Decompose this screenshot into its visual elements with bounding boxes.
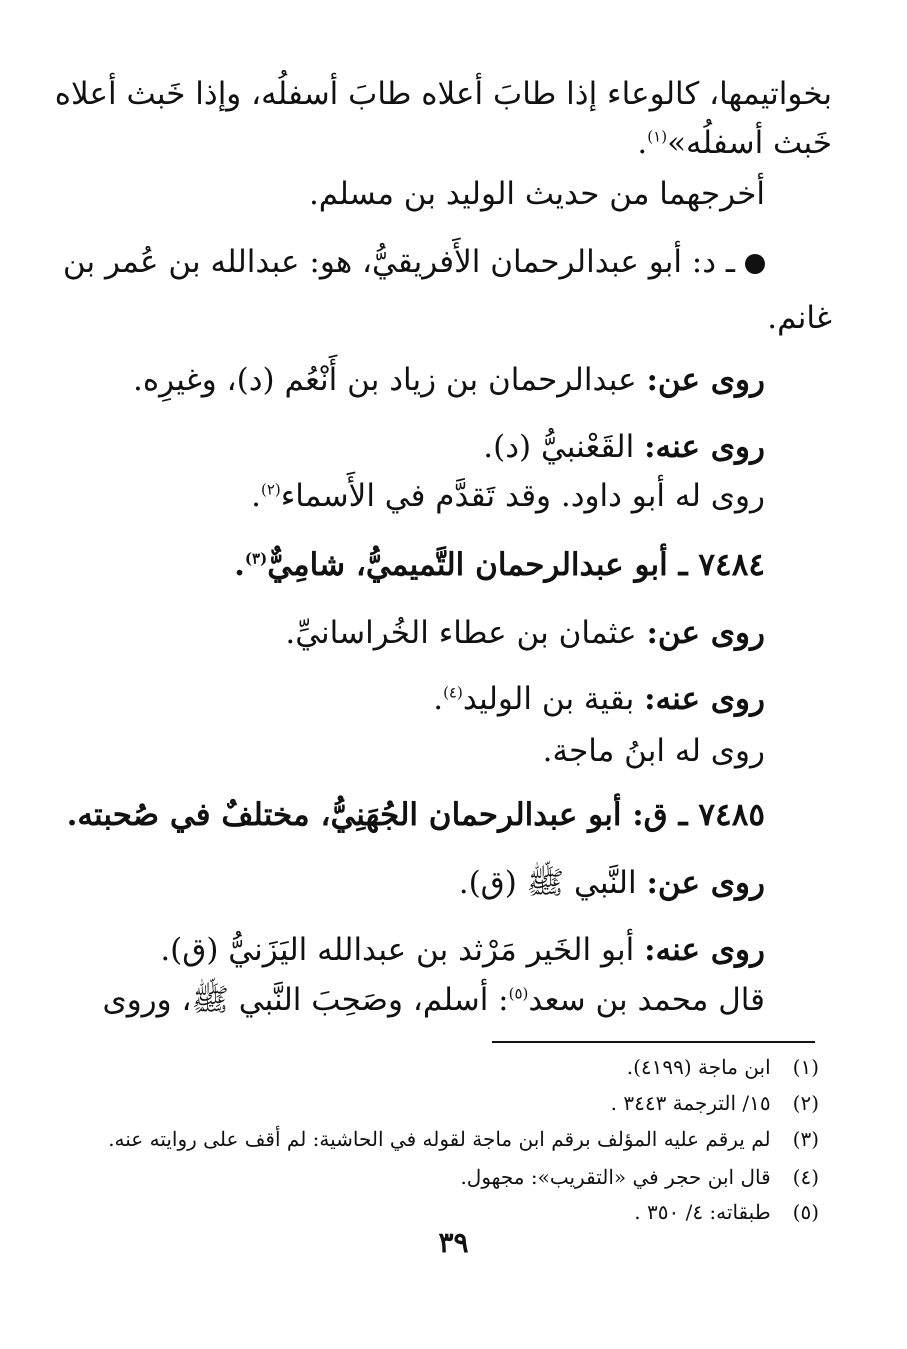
body-text: روى له أبو داود. وقد تَقدَّم في الأَسماء (280, 478, 765, 514)
body-line (483, 425, 765, 469)
entry-heading (234, 543, 765, 587)
body-text: خَبث أسفلُه» (667, 125, 832, 161)
body-line: غانم. (767, 300, 832, 336)
footnote-number: (٤) (792, 1165, 819, 1189)
entry-line (62, 240, 765, 284)
body-text: النَّبي ﷺ (ق). (458, 865, 637, 901)
body-text: بقية بن الوليد (462, 681, 635, 717)
narrated-by-label: روى عنه: (644, 681, 765, 717)
footnote-text: ابن ماجة (٤١٩٩). (626, 1055, 771, 1079)
footnote-text: ١٥/ الترجمة ٣٤٤٣ . (610, 1091, 771, 1115)
narrated-from-label: روى عن: (646, 362, 765, 398)
footnote (90, 1052, 819, 1082)
footnote-ref: (٥) (508, 984, 529, 1003)
body-text: أبو الخَير مَرْثد بن عبدالله اليَزَنيُّ (ق). (160, 932, 635, 968)
footnote-number: (١) (792, 1055, 819, 1079)
footnote-number: (٣) (792, 1127, 819, 1151)
footnote-ref: (٤) (443, 683, 463, 702)
body-line: أخرجهما من حديث الوليد بن مسلم. (308, 176, 765, 212)
footnote (90, 1124, 819, 1154)
body-line (433, 677, 765, 721)
bullet-icon (745, 254, 765, 274)
body-text: . (433, 681, 444, 717)
footnote-number: (٥) (792, 1200, 819, 1224)
footnote-number: (٢) (792, 1091, 819, 1115)
footnote (90, 1197, 819, 1227)
footnote (90, 1162, 819, 1192)
narrated-by-label: روى عنه: (644, 932, 765, 968)
entry-heading: ٧٤٨٥ ـ ق: أبو عبدالرحمان الجُهَنِيُّ، مختلفٌ في صُحبته. (66, 797, 765, 833)
footnote-text: قال ابن حجر في «التقريب»: مجهول. (460, 1165, 771, 1189)
body-line (133, 358, 765, 402)
footnote (90, 1088, 819, 1118)
footnote-ref: (٣) (244, 549, 268, 568)
body-text: : أسلم، وصَحِبَ النَّبي ﷺ، وروى (102, 982, 509, 1018)
page-number: ٣٩ (438, 1226, 469, 1259)
body-text: . (251, 478, 261, 514)
body-line: روى له ابنُ ماجة. (542, 733, 765, 769)
body-text: عبدالرحمان بن زياد بن أَنْعُم (د)، وغيرِه. (133, 362, 637, 398)
footnote-ref: (٢) (260, 480, 281, 499)
body-text: القَعْنبيُّ (د). (483, 429, 635, 465)
body-line (102, 978, 765, 1022)
footnote-divider (492, 1041, 815, 1043)
body-line (285, 611, 765, 655)
body-text: قال محمد بن سعد (528, 982, 765, 1018)
entry-heading-text: ٧٤٨٤ ـ أبو عبدالرحمان التَّميميُّ، شامِيٌّ (267, 547, 765, 583)
body-line (160, 928, 765, 972)
body-line (459, 861, 765, 905)
narrated-by-label: روى عنه: (644, 429, 765, 465)
body-text: عثمان بن عطاء الخُراسانيِّ. (285, 615, 637, 651)
narrated-from-label: روى عن: (646, 865, 765, 901)
narrated-from-label: روى عن: (646, 615, 765, 651)
body-text: . (234, 547, 245, 583)
body-text: . (637, 125, 648, 161)
footnote-ref: (١) (647, 127, 668, 146)
body-line (637, 121, 832, 165)
footnote-text: طبقاته: ٤/ ٣٥٠ . (634, 1200, 771, 1224)
body-line: بخواتيمها، كالوعاء إذا طابَ أعلاه طابَ أسفلُه، وإذا خَبث أعلاه (54, 76, 832, 112)
body-text: ـ د: أبو عبدالرحمان الأَفريقيُّ، هو: عبدالله بن عُمر بن (62, 244, 735, 280)
body-line (251, 474, 765, 518)
footnote-text: لم يرقم عليه المؤلف برقم ابن ماجة لقوله في الحاشية: لم أقف على روايته عنه. (108, 1127, 771, 1151)
